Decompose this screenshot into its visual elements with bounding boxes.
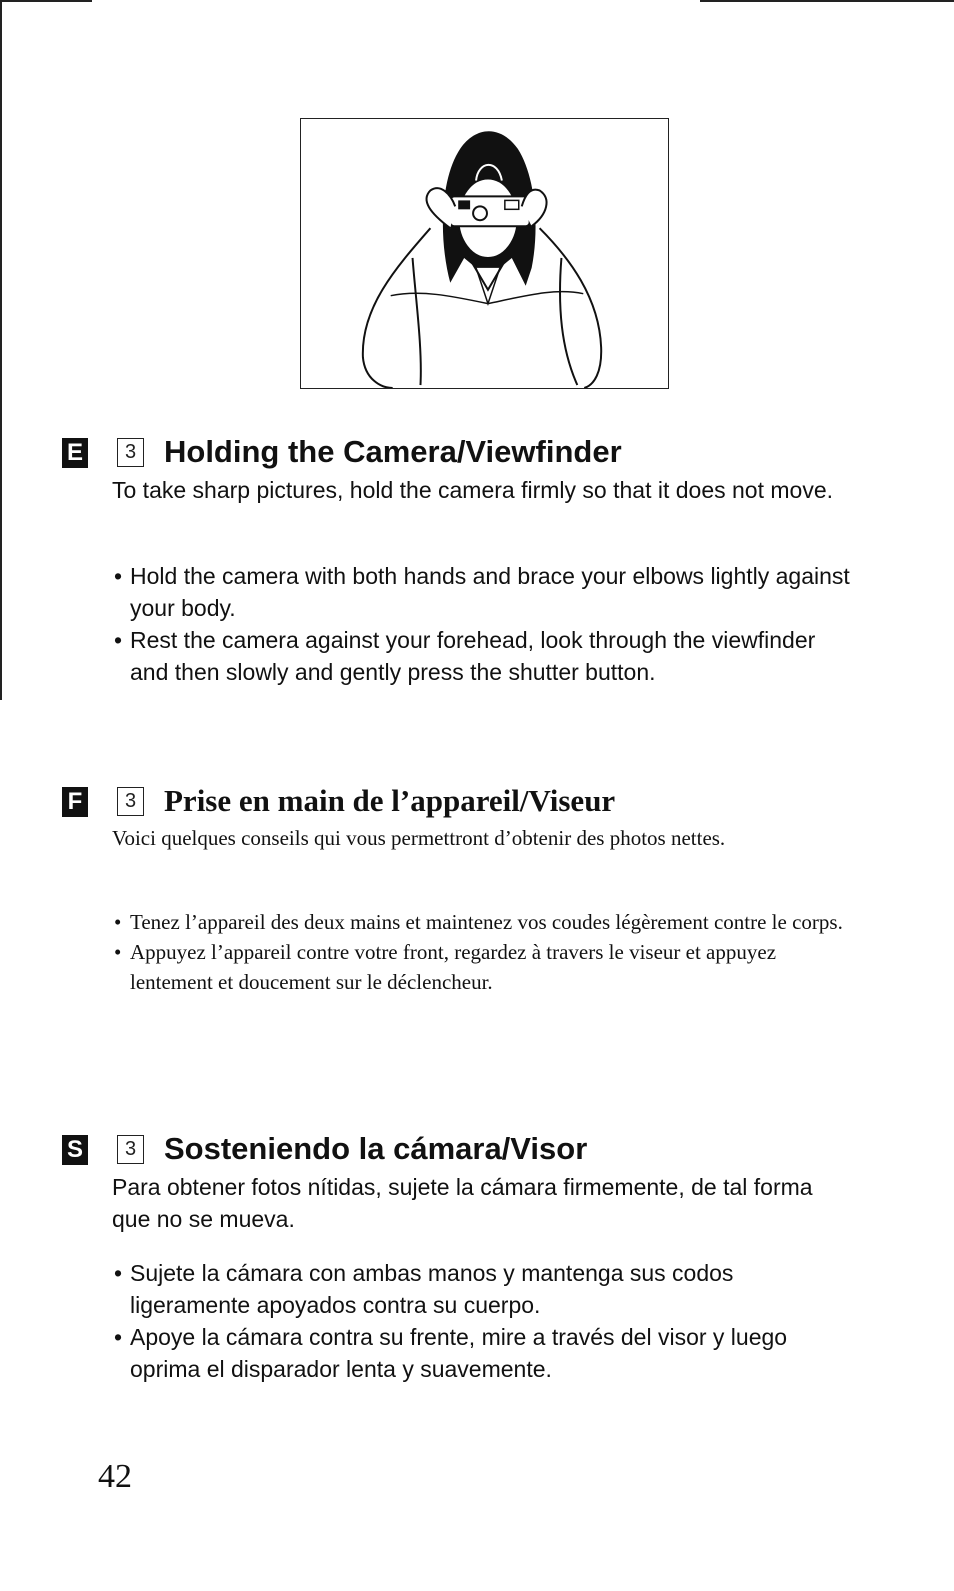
- section-spanish: [62, 1131, 862, 1401]
- bullet-list: [112, 560, 852, 688]
- language-badge-spanish: S: [62, 1135, 88, 1165]
- bullet-item: • Apoye la cámara contra su frente, mire a través del visor y luego oprima el disparador lenta y suavemente.: [112, 1321, 852, 1385]
- section-french: [62, 783, 862, 1063]
- person-holding-camera-drawing: [301, 119, 668, 388]
- step-number-box: 3: [117, 438, 144, 467]
- bullet-item: • Sujete la cámara con ambas manos y mantenga sus codos ligeramente apoyados contra su cuerpo.: [112, 1257, 852, 1321]
- section-english: [62, 434, 862, 734]
- section-heading: Prise en main de l’appareil/Viseur: [164, 783, 616, 818]
- bullet-list: [112, 1257, 852, 1385]
- top-edge-line-right: [700, 0, 954, 2]
- top-edge-line-left: [0, 0, 92, 2]
- page-number: 42: [98, 1458, 132, 1495]
- section-heading: Holding the Camera/Viewfinder: [164, 434, 622, 469]
- bullet-item: • Rest the camera against your forehead, look through the viewfinder and then slowly and gently press the shutter button.: [112, 624, 852, 688]
- step-number-box: 3: [117, 1135, 144, 1164]
- section-intro: Para obtener fotos nítidas, sujete la cámara firmemente, de tal forma que no se mueva.: [112, 1174, 813, 1232]
- section-intro: To take sharp pictures, hold the camera firmly so that it does not move.: [112, 477, 834, 503]
- bullet-item: • Tenez l’appareil des deux mains et maintenez vos coudes légèrement contre le corps.: [112, 907, 852, 937]
- language-badge-french: F: [62, 787, 88, 817]
- bullet-item: • Appuyez l’appareil contre votre front, regardez à travers le viseur et appuyez lentement et doucement sur le déclencheur.: [112, 937, 852, 997]
- left-edge-line: [0, 0, 2, 700]
- bullet-list: [112, 907, 852, 997]
- section-intro: Voici quelques conseils qui vous permettront d’obtenir des photos nettes.: [112, 826, 726, 850]
- section-heading: Sosteniendo la cámara/Visor: [164, 1131, 588, 1166]
- camera-holding-illustration: [300, 118, 669, 389]
- language-badge-english: E: [62, 438, 88, 468]
- step-number-box: 3: [117, 787, 144, 816]
- bullet-item: • Hold the camera with both hands and brace your elbows lightly against your body.: [112, 560, 852, 624]
